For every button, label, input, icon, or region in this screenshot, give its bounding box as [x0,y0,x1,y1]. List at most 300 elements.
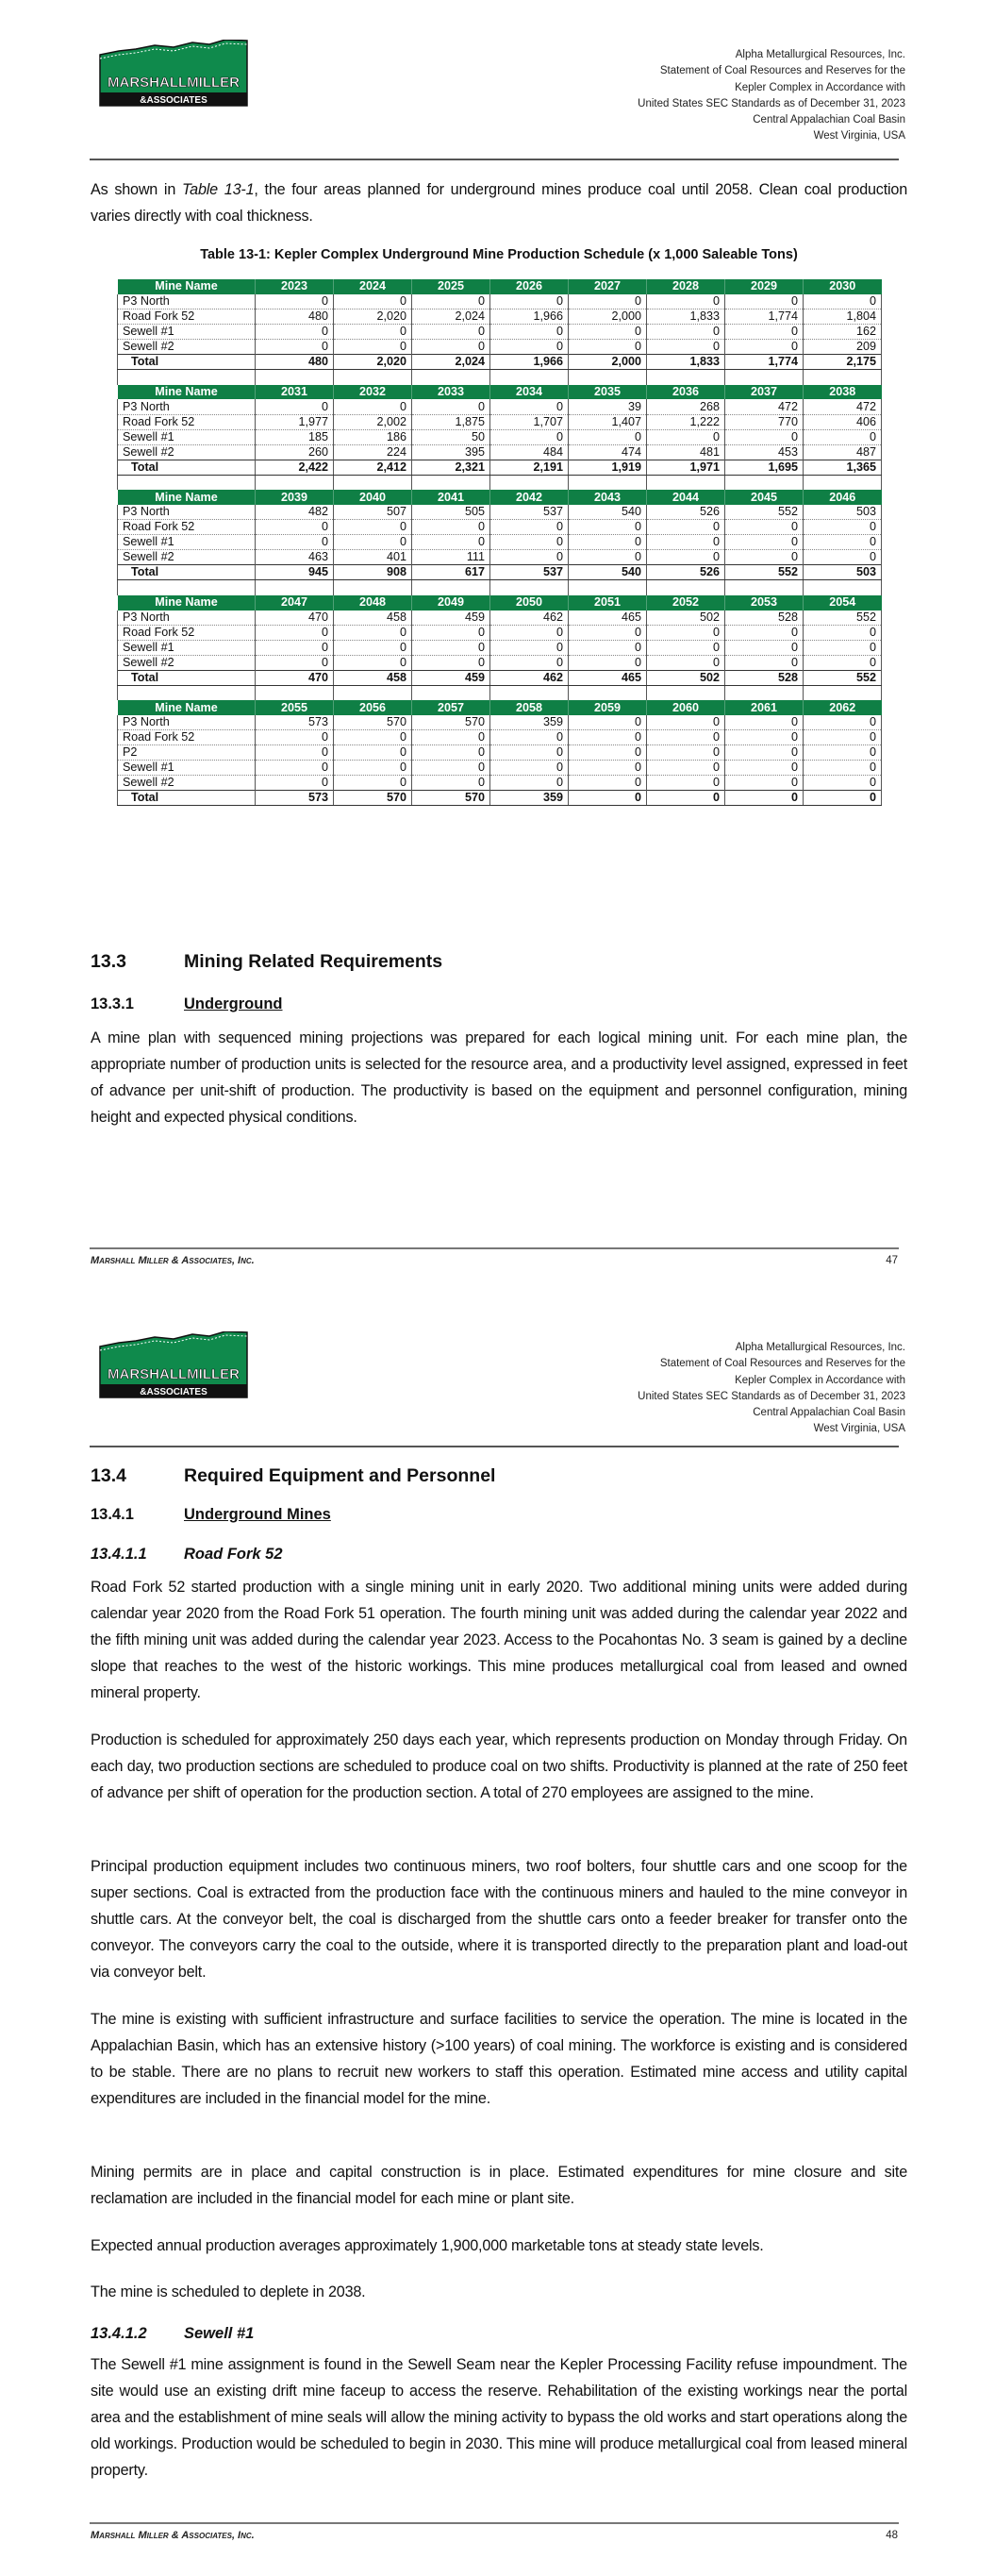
production-value-cell: 0 [804,429,882,444]
production-value-cell: 2,321 [412,460,490,475]
production-value-cell: 0 [490,640,569,655]
production-value-cell: 2,002 [334,414,412,429]
svg-text:MARSHALLMILLER: MARSHALLMILLER [108,75,240,91]
production-value-cell: 0 [804,625,882,640]
production-value-cell: 0 [804,730,882,745]
mine-name-cell: Road Fork 52 [118,414,256,429]
table-row [118,399,882,414]
production-value-cell: 0 [256,399,334,414]
production-value-cell: 0 [647,294,725,309]
production-value-cell: 0 [804,761,882,776]
mine-name-cell: P2 [118,745,256,761]
column-header-year: 2037 [725,385,804,400]
footer-divider [90,1247,899,1249]
production-value-cell: 1,966 [490,355,569,370]
production-value-cell: 552 [725,505,804,520]
table-spacer-row [118,475,882,490]
production-value-cell: 505 [412,505,490,520]
footer-divider [90,2522,899,2524]
table-row [118,294,882,309]
production-value-cell: 224 [334,444,412,460]
production-value-cell: 459 [412,670,490,685]
production-value-cell: 39 [569,399,647,414]
production-value-cell: 0 [412,340,490,355]
production-value-cell: 0 [725,715,804,730]
production-value-cell: 0 [412,745,490,761]
column-header-year: 2049 [412,595,490,611]
production-value-cell: 470 [256,670,334,685]
mine-name-cell: Sewell #2 [118,550,256,565]
table-row [118,625,882,640]
column-header-year: 2030 [804,279,882,294]
mine-name-cell: P3 North [118,611,256,626]
production-value-cell: 526 [647,505,725,520]
production-value-cell: 0 [256,340,334,355]
mine-name-cell: Road Fork 52 [118,520,256,535]
production-value-cell: 480 [256,309,334,325]
column-header-year: 2024 [334,279,412,294]
production-value-cell: 0 [725,776,804,791]
column-header-year: 2057 [412,700,490,715]
production-value-cell: 0 [334,655,412,670]
production-value-cell: 0 [412,761,490,776]
production-value-cell: 0 [569,550,647,565]
column-header-mine-name: Mine Name [118,385,256,400]
table-row [118,655,882,670]
production-value-cell: 463 [256,550,334,565]
production-value-cell: 528 [725,611,804,626]
header-line: Statement of Coal Resources and Reserves for the [659,65,905,77]
production-value-cell: 0 [569,761,647,776]
production-value-cell: 0 [647,550,725,565]
production-value-cell: 480 [256,355,334,370]
production-value-cell: 0 [725,550,804,565]
production-value-cell: 0 [334,745,412,761]
production-value-cell: 0 [334,399,412,414]
production-value-cell: 570 [334,791,412,806]
mine-name-cell: Sewell #2 [118,776,256,791]
production-value-cell: 1,833 [647,355,725,370]
paragraph-13-3-1: A mine plan with sequenced mining projections was prepared for each logical mining unit. For each mine plan, the appropriate number of production units is selected for the resource area, and a productivity level assigned, expressed in feet of advance per unit-shift of production. The productivity is based on the equipment and personnel configuration, mining height and expected physical conditions. [91,1029,907,1126]
production-value-cell: 1,407 [569,414,647,429]
table-row [118,640,882,655]
production-value-cell: 474 [569,444,647,460]
mine-name-cell: Road Fork 52 [118,730,256,745]
column-header-year: 2034 [490,385,569,400]
column-header-mine-name: Mine Name [118,490,256,505]
production-value-cell: 0 [804,640,882,655]
production-value-cell: 0 [490,625,569,640]
production-value-cell: 462 [490,611,569,626]
table-row [118,429,882,444]
production-value-cell: 0 [804,745,882,761]
production-value-cell: 401 [334,550,412,565]
svg-text:&ASSOCIATES: &ASSOCIATES [140,1387,207,1397]
paragraph-rf52-permits: Mining permits are in place and capital construction is in place. Estimated expenditures for mine closure and site reclamation are included in the financial model for each mine or plant site. [91,2164,907,2207]
column-header-mine-name: Mine Name [118,595,256,611]
document-header [638,1340,905,1438]
column-header-year: 2054 [804,595,882,611]
column-header-year: 2039 [256,490,334,505]
production-value-cell: 0 [647,761,725,776]
mine-name-cell: P3 North [118,715,256,730]
production-value-cell: 0 [490,776,569,791]
production-value-cell: 0 [412,325,490,340]
section-heading-13-4-1-2: 13.4.1.2 Sewell #1 [91,2325,255,2342]
mine-name-cell: Sewell #2 [118,444,256,460]
production-value-cell: 0 [804,776,882,791]
production-value-cell: 395 [412,444,490,460]
production-value-cell: 209 [804,340,882,355]
production-value-cell: 0 [647,625,725,640]
production-value-cell: 502 [647,611,725,626]
production-value-cell: 573 [256,715,334,730]
table-row [118,325,882,340]
column-header-year: 2048 [334,595,412,611]
production-value-cell: 1,774 [725,309,804,325]
production-value-cell: 908 [334,565,412,580]
production-value-cell: 540 [569,505,647,520]
production-value-cell: 462 [490,670,569,685]
mine-name-cell: Sewell #2 [118,340,256,355]
column-header-year: 2058 [490,700,569,715]
production-value-cell: 526 [647,565,725,580]
production-value-cell: 472 [725,399,804,414]
production-schedule-table [117,279,882,806]
column-header-year: 2031 [256,385,334,400]
header-line: West Virginia, USA [813,130,905,142]
table-header-row [118,490,882,505]
column-header-year: 2035 [569,385,647,400]
production-value-cell: 770 [725,414,804,429]
production-value-cell: 0 [256,776,334,791]
production-value-cell: 185 [256,429,334,444]
production-value-cell: 2,191 [490,460,569,475]
production-value-cell: 0 [647,640,725,655]
table-total-row [118,460,882,475]
column-header-year: 2033 [412,385,490,400]
production-value-cell: 0 [334,761,412,776]
production-value-cell: 0 [490,399,569,414]
table-row [118,761,882,776]
production-value-cell: 0 [412,535,490,550]
column-header-year: 2053 [725,595,804,611]
header-line: Central Appalachian Coal Basin [753,114,905,126]
production-value-cell: 617 [412,565,490,580]
column-header-year: 2062 [804,700,882,715]
table-row [118,535,882,550]
production-value-cell: 552 [725,565,804,580]
production-value-cell: 0 [569,776,647,791]
production-value-cell: 528 [725,670,804,685]
section-heading-13-3: 13.3 Mining Related Requirements [91,951,443,972]
table-row [118,745,882,761]
table-total-row [118,791,882,806]
production-value-cell: 503 [804,565,882,580]
mine-name-cell: P3 North [118,399,256,414]
column-header-year: 2060 [647,700,725,715]
column-header-year: 2050 [490,595,569,611]
production-value-cell: 0 [412,730,490,745]
production-value-cell: 2,412 [334,460,412,475]
table-header-row [118,595,882,611]
production-value-cell: 0 [725,535,804,550]
header-line: Alpha Metallurgical Resources, Inc. [735,49,905,60]
mine-name-cell: Sewell #2 [118,655,256,670]
mine-name-cell: Total [118,355,256,370]
page-number: 48 [886,2530,898,2541]
production-value-cell: 472 [804,399,882,414]
column-header-mine-name: Mine Name [118,279,256,294]
production-value-cell: 0 [256,745,334,761]
production-value-cell: 0 [490,429,569,444]
production-value-cell: 465 [569,670,647,685]
production-value-cell: 0 [490,745,569,761]
svg-text:&ASSOCIATES: &ASSOCIATES [140,95,207,106]
header-line: West Virginia, USA [813,1423,905,1435]
column-header-year: 2040 [334,490,412,505]
production-value-cell: 0 [412,655,490,670]
mine-name-cell: Road Fork 52 [118,625,256,640]
production-value-cell: 537 [490,505,569,520]
production-value-cell: 0 [334,340,412,355]
production-value-cell: 459 [412,611,490,626]
production-value-cell: 0 [412,399,490,414]
intro-paragraph: As shown in Table 13-1, the four areas planned for underground mines produce coal until 2058. Clean coal production varies directly with coal thickness. [91,181,908,225]
production-value-cell: 2,000 [569,355,647,370]
column-header-year: 2023 [256,279,334,294]
column-header-year: 2038 [804,385,882,400]
production-value-cell: 1,971 [647,460,725,475]
production-value-cell: 0 [569,520,647,535]
production-value-cell: 0 [725,625,804,640]
production-value-cell: 0 [334,535,412,550]
production-value-cell: 1,365 [804,460,882,475]
section-heading-13-4-1: 13.4.1 Underground Mines [91,1506,331,1523]
paragraph-rf52-production: Expected annual production averages approximately 1,900,000 marketable tons at steady state levels. [91,2237,764,2254]
production-value-cell: 0 [256,761,334,776]
mine-name-cell: Sewell #1 [118,325,256,340]
production-value-cell: 0 [256,294,334,309]
production-value-cell: 0 [804,294,882,309]
production-value-cell: 1,833 [647,309,725,325]
table-total-row [118,670,882,685]
column-header-year: 2042 [490,490,569,505]
column-header-year: 2046 [804,490,882,505]
production-value-cell: 0 [412,776,490,791]
page-number: 47 [886,1255,898,1266]
production-value-cell: 573 [256,791,334,806]
production-value-cell: 50 [412,429,490,444]
production-value-cell: 1,966 [490,309,569,325]
header-line: United States SEC Standards as of December 31, 2023 [638,97,905,109]
production-value-cell: 0 [804,550,882,565]
table-row [118,340,882,355]
production-value-cell: 268 [647,399,725,414]
table-header-row [118,279,882,294]
table-row [118,520,882,535]
production-value-cell: 0 [256,625,334,640]
mine-name-cell: Sewell #1 [118,761,256,776]
column-header-year: 2044 [647,490,725,505]
production-value-cell: 0 [256,520,334,535]
production-value-cell: 0 [490,294,569,309]
production-value-cell: 2,175 [804,355,882,370]
column-header-year: 2055 [256,700,334,715]
header-line: United States SEC Standards as of December 31, 2023 [638,1390,905,1402]
production-value-cell: 570 [412,791,490,806]
table-row [118,715,882,730]
production-value-cell: 0 [725,655,804,670]
table-row [118,414,882,429]
table-row [118,444,882,460]
production-value-cell: 0 [569,715,647,730]
table-spacer-row [118,580,882,595]
production-value-cell: 945 [256,565,334,580]
table-row [118,611,882,626]
production-value-cell: 0 [490,520,569,535]
production-value-cell: 0 [647,325,725,340]
production-value-cell: 2,024 [412,309,490,325]
production-value-cell: 0 [725,520,804,535]
table-title: Table 13-1: Kepler Complex Underground Mine Production Schedule (x 1,000 Saleable Tons) [200,247,798,262]
paragraph-rf52-infrastructure: The mine is existing with sufficient infrastructure and surface facilities to service the operation. The mine is located in the Appalachian Basin, which has an extensive history (>100 years) of coal mining. The workforce is existing and is considered to be stable. There are no plans to recruit new workers to staff this operation. Estimated mine access and utility capital expenditures are included in the financial model for the mine. [91,2011,907,2107]
production-value-cell: 0 [569,655,647,670]
production-value-cell: 0 [412,520,490,535]
production-value-cell: 0 [647,776,725,791]
production-value-cell: 0 [647,535,725,550]
production-value-cell: 552 [804,670,882,685]
production-value-cell: 0 [569,640,647,655]
section-heading-13-4: 13.4 Required Equipment and Personnel [91,1465,496,1486]
production-value-cell: 0 [725,761,804,776]
production-value-cell: 0 [334,325,412,340]
production-value-cell: 453 [725,444,804,460]
table-row [118,730,882,745]
paragraph-rf52-depletion: The mine is scheduled to deplete in 2038. [91,2283,366,2300]
production-value-cell: 0 [569,325,647,340]
column-header-year: 2052 [647,595,725,611]
production-value-cell: 0 [804,535,882,550]
header-line: Statement of Coal Resources and Reserves for the [659,1358,905,1370]
production-value-cell: 260 [256,444,334,460]
header-line: Kepler Complex in Accordance with [735,81,905,93]
document-header [638,47,905,145]
production-value-cell: 2,020 [334,309,412,325]
production-value-cell: 0 [647,715,725,730]
marshall-miller-logo [98,40,249,108]
header-line: Central Appalachian Coal Basin [753,1407,905,1419]
production-value-cell: 0 [725,325,804,340]
footer-company: Marshall Miller & Associates, Inc. [91,1255,255,1266]
column-header-year: 2027 [569,279,647,294]
production-value-cell: 0 [804,655,882,670]
production-value-cell: 0 [647,745,725,761]
table-spacer-row [118,685,882,700]
production-value-cell: 487 [804,444,882,460]
production-value-cell: 503 [804,505,882,520]
production-value-cell: 1,707 [490,414,569,429]
production-value-cell: 0 [647,429,725,444]
production-value-cell: 502 [647,670,725,685]
mine-name-cell: Total [118,460,256,475]
section-heading-13-4-1-1: 13.4.1.1 Road Fork 52 [91,1546,283,1563]
header-line: Kepler Complex in Accordance with [735,1374,905,1386]
table-row [118,505,882,520]
mine-name-cell: Total [118,791,256,806]
paragraph-rf52-schedule: Production is scheduled for approximately 250 days each year, which represents production on Monday through Friday. On each day, two production sections are scheduled to produce coal on two shifts. Productivity is planned at the rate of 250 feet of advance per shift of operation for the production section. A total of 270 employees are assigned to the mine. [91,1731,907,1801]
production-value-cell: 484 [490,444,569,460]
page-48 [0,1293,995,2576]
column-header-year: 2047 [256,595,334,611]
production-value-cell: 481 [647,444,725,460]
production-value-cell: 0 [804,520,882,535]
production-value-cell: 359 [490,791,569,806]
production-value-cell: 0 [569,791,647,806]
production-value-cell: 0 [412,294,490,309]
production-value-cell: 0 [490,761,569,776]
production-value-cell: 0 [569,730,647,745]
production-value-cell: 0 [490,535,569,550]
production-value-cell: 0 [725,730,804,745]
production-value-cell: 465 [569,611,647,626]
production-value-cell: 0 [569,340,647,355]
column-header-year: 2029 [725,279,804,294]
paragraph-rf52-history: Road Fork 52 started production with a single mining unit in early 2020. Two additional mining units were added during calendar year 2020 from the Road Fork 51 operation. The fourth mining unit was added during the calendar year 2022 and the fifth mining unit was added during the calendar year 2023. Access to the Pocahontas No. 3 seam is gained by a decline slope that reaches to the west of the historic workings. This mine produces metallurgical coal from leased and owned mineral property. [91,1579,907,1701]
production-value-cell: 406 [804,414,882,429]
production-value-cell: 186 [334,429,412,444]
production-value-cell: 0 [725,294,804,309]
production-value-cell: 0 [804,715,882,730]
production-value-cell: 458 [334,670,412,685]
production-value-cell: 1,222 [647,414,725,429]
production-value-cell: 111 [412,550,490,565]
column-header-year: 2036 [647,385,725,400]
column-header-year: 2045 [725,490,804,505]
header-divider [90,159,899,160]
production-value-cell: 2,020 [334,355,412,370]
paragraph-sewell1: The Sewell #1 mine assignment is found in the Sewell Seam near the Kepler Processing Facility refuse impoundment. The site would use an existing drift mine faceup to access the reserve. Rehabilitation of the existing workings near the portal area and the establishment of mine seals will allow the mining activity to bypass the old works and start operations along the old workings. Production would be scheduled to begin in 2030. This mine will produce metallurgical coal from leased mineral property. [91,2356,907,2479]
table-row [118,550,882,565]
production-value-cell: 458 [334,611,412,626]
production-value-cell: 0 [647,791,725,806]
production-value-cell: 570 [412,715,490,730]
footer-company: Marshall Miller & Associates, Inc. [91,2530,255,2541]
production-value-cell: 0 [490,325,569,340]
mine-name-cell: P3 North [118,505,256,520]
table-spacer-row [118,370,882,385]
svg-text:MARSHALLMILLER: MARSHALLMILLER [108,1366,240,1382]
production-value-cell: 0 [256,325,334,340]
production-value-cell: 507 [334,505,412,520]
production-value-cell: 0 [256,730,334,745]
mine-name-cell: Road Fork 52 [118,309,256,325]
production-value-cell: 0 [412,625,490,640]
mine-name-cell: P3 North [118,294,256,309]
table-reference: Table 13-1 [181,181,255,198]
column-header-year: 2026 [490,279,569,294]
production-value-cell: 0 [490,550,569,565]
production-value-cell: 1,919 [569,460,647,475]
mine-name-cell: Sewell #1 [118,429,256,444]
production-value-cell: 0 [490,730,569,745]
production-value-cell: 2,000 [569,309,647,325]
column-header-mine-name: Mine Name [118,700,256,715]
table-header-row [118,385,882,400]
mine-name-cell: Total [118,565,256,580]
header-divider [90,1446,899,1447]
production-value-cell: 0 [569,294,647,309]
